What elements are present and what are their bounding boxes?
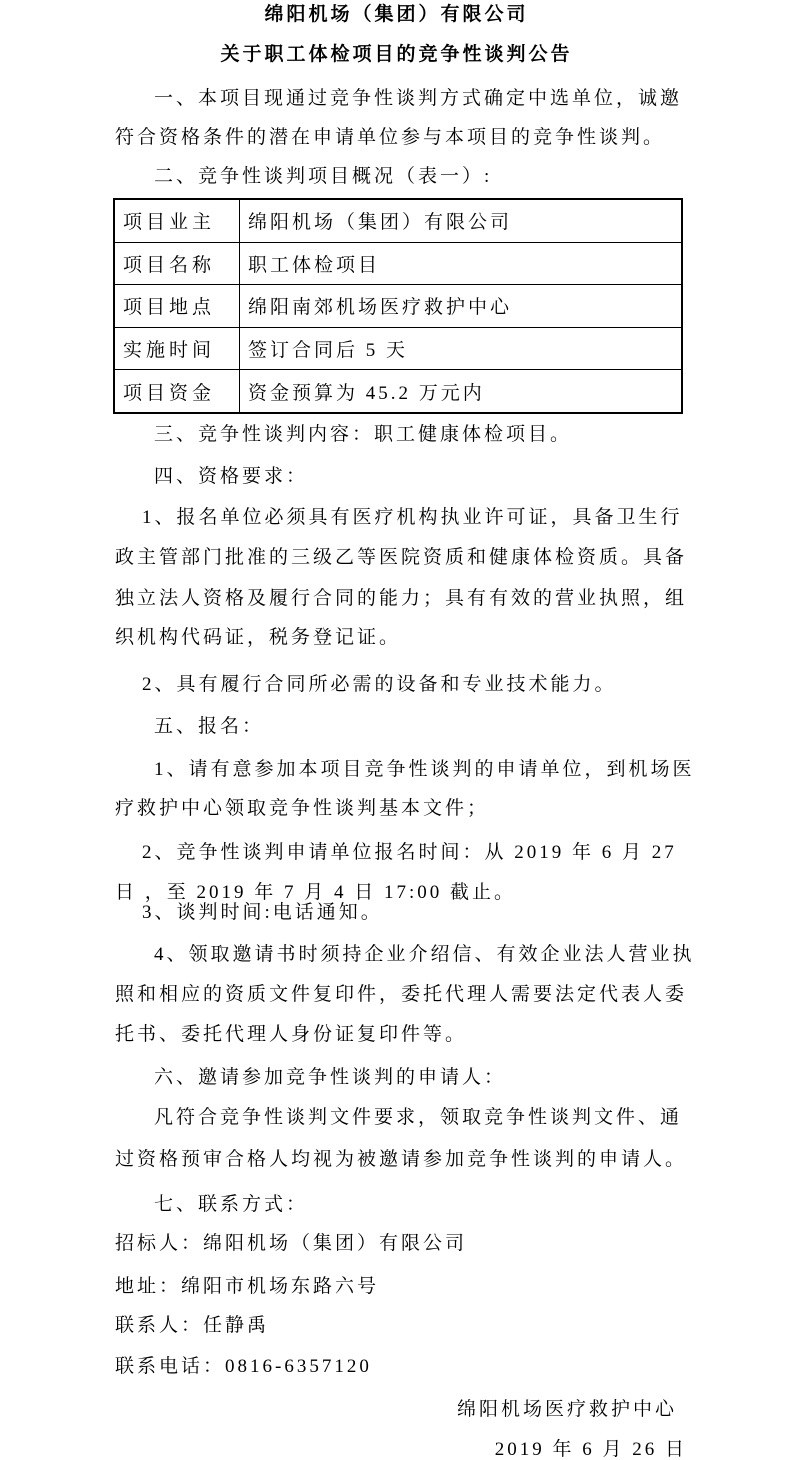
table-cell-value: 绵阳机场（集团）有限公司 (240, 199, 683, 242)
body-line: 政主管部门批准的三级乙等医院资质和健康体检资质。具备 (115, 547, 688, 568)
body-line: 疗救护中心领取竞争性谈判基本文件； (115, 798, 490, 819)
signature-date: 2019 年 6 月 26 日 (494, 1439, 687, 1460)
body-line: 日 ，至 2019 年 7 月 4 日 17:00 截止。 (115, 882, 517, 903)
table-cell-label: 项目名称 (114, 242, 240, 285)
table-cell-label: 实施时间 (114, 327, 240, 370)
body-line: 过资格预审合格人均视为被邀请参加竞争性谈判的申请人。 (115, 1149, 688, 1170)
table-cell-label: 项目地点 (114, 285, 240, 328)
table-cell-label: 项目资金 (114, 370, 240, 413)
body-line: 三、竞争性谈判内容：职工健康体检项目。 (154, 424, 573, 445)
body-line: 一、本项目现通过竞争性谈判方式确定中选单位，诚邀 (154, 88, 683, 109)
body-line: 五、报名： (154, 716, 265, 737)
body-line: 符合资格条件的潜在申请单位参与本项目的竞争性谈判。 (115, 127, 666, 148)
body-line: 凡符合竞争性谈判文件要求，领取竞争性谈判文件、通 (154, 1107, 683, 1128)
table-cell-value: 绵阳南郊机场医疗救护中心 (240, 285, 683, 328)
body-line: 照和相应的资质文件复印件，委托代理人需要法定代表人委 (115, 984, 688, 1005)
body-line: 托书、委托代理人身份证复印件等。 (115, 1024, 468, 1045)
body-line: 四、资格要求： (154, 466, 309, 487)
body-line: 2、具有履行合同所必需的设备和专业技术能力。 (142, 674, 617, 695)
table-cell-value: 职工体检项目 (240, 242, 683, 285)
body-line: 联系人：任静禹 (115, 1315, 270, 1336)
table-row (114, 285, 682, 328)
body-line: 独立法人资格及履行合同的能力；具有有效的营业执照，组 (115, 588, 688, 609)
body-line: 1、请有意参加本项目竞争性谈判的申请单位，到机场医 (154, 759, 695, 780)
signature-org: 绵阳机场医疗救护中心 (456, 1399, 677, 1420)
table-cell-label: 项目业主 (114, 199, 240, 242)
body-line: 七、联系方式： (154, 1194, 309, 1215)
table-row (114, 327, 682, 370)
body-line: 联系电话：0816-6357120 (115, 1356, 372, 1377)
body-line: 织机构代码证，税务登记证。 (115, 627, 402, 648)
body-line: 招标人：绵阳机场（集团）有限公司 (115, 1233, 468, 1254)
table-row (114, 242, 682, 285)
table-row (114, 370, 682, 413)
doc-subtitle: 关于职工体检项目的竞争性谈判公告 (220, 44, 573, 65)
body-line: 二、竞争性谈判项目概况（表一）: (154, 166, 493, 187)
body-line: 2、竞争性谈判申请单位报名时间：从 2019 年 6 月 27 (142, 842, 677, 863)
body-line: 1、报名单位必须具有医疗机构执业许可证，具备卫生行 (142, 507, 683, 528)
table-row (114, 199, 682, 242)
body-line: 六、邀请参加竞争性谈判的申请人： (154, 1067, 507, 1088)
table-cell-value: 签订合同后 5 天 (240, 327, 683, 370)
body-line: 3、谈判时间:电话通知。 (142, 902, 383, 923)
doc-title: 绵阳机场（集团）有限公司 (264, 4, 529, 25)
table-cell-value: 资金预算为 45.2 万元内 (240, 370, 683, 413)
body-line: 4、领取邀请书时须持企业介绍信、有效企业法人营业执 (154, 944, 695, 965)
body-line: 地址：绵阳市机场东路六号 (115, 1276, 380, 1297)
project-overview-table (113, 198, 683, 414)
